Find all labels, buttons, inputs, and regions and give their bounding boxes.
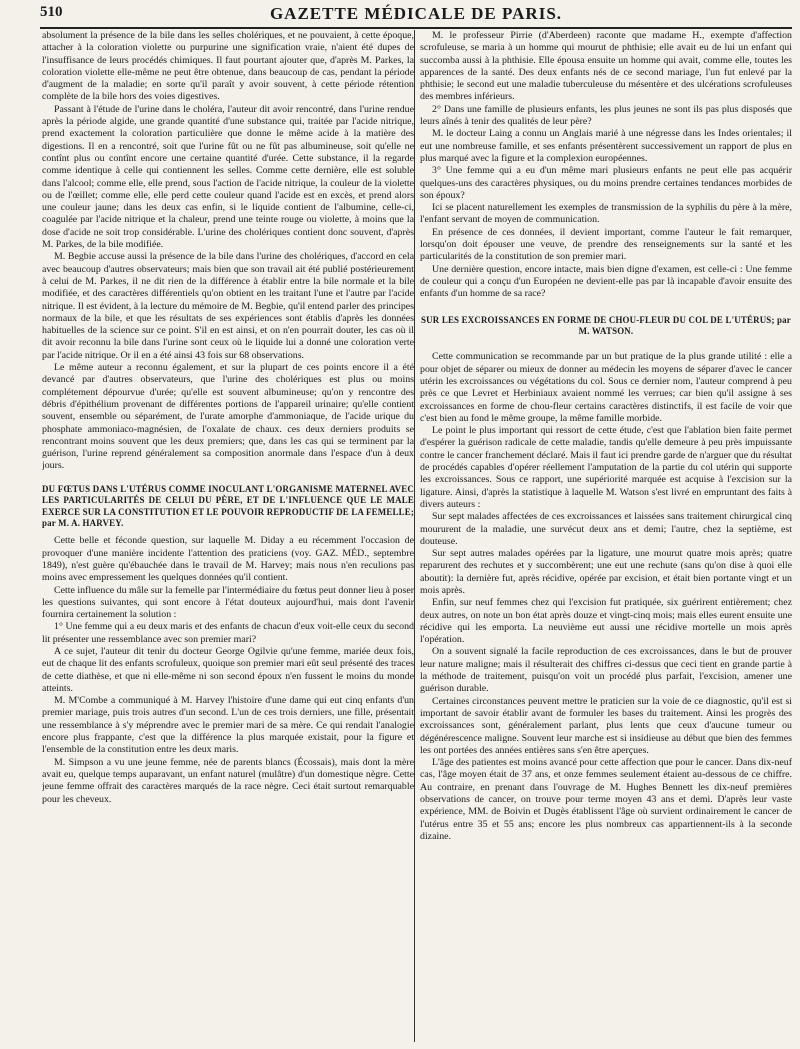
paragraph: Le point le plus important qui ressort de cette étude, c'est que l'ablation bien faite permet d'espérer la guérison radicale de cette maladie, tandis qu'elle demeure à peu près impuissante contre le cancer franchement déclaré. Mais il faut ici prendre garde de n'arguer que du résultat de procédés capables d'opérer réellement l'amputation de la partie du col utérin qui supporte les excroissances. Sous ce rapport, une supériorité marquée est acquise à l'excision sur la ligature. Ainsi, d'après la statistique à laquelle M. Watson s'est livré en empruntant des faits à divers auteurs : [420,425,792,510]
paragraph: L'âge des patientes est moins avancé pour cette affection que pour le cancer. Dans dix-neuf cas, l'âge moyen était de 37 ans, et onze femmes seulement étaient au-dessous de ce chiffre. Au contraire, en prenant dans l'ouvrage de M. Hughes Bennett les dix-neuf premières observations de cancer, on trouve pour terme moyen 43 ans et demi. D'après leur vaste expérience, MM. de Boivin et Dugès établissent l'âge où survient ordinairement le cancer de l'utérus entre 35 et 55 ans; encore les plus nombreux cas appartiennent-ils à la seconde dizaine. [420,757,792,842]
left-column [42,30,414,1045]
column-divider [414,30,415,1042]
paragraph: M. Begbie accuse aussi la présence de la bile dans l'urine des cholériques, d'accord en cela avec beaucoup d'autres observateurs; mais bien que son travail ait été publié postérieurement à celui de M. Parkes, il ne dit rien de la différence à établir entre la bile normale et la bile modifiée, et des caractères différentiels qu'on obtient en les traitant l'une et l'autre par l'acide nitrique. Il est évident, à la lecture du mémoire de M. Begbie, qu'il entend parler des principes normaux de la bile, et que les résultats de ses expériences sont établis d'après les données habituelles de la science sur ce point. S'il en est ainsi, et on n'en pourrait douter, les cas où il dit avoir reconnu la bile dans l'urine sont ceux où le liquide lui a donné une coloration verte par l'acide nitrique. Or il en a été ainsi 43 fois sur 68 observations. [42,251,414,361]
paragraph: M. Simpson a vu une jeune femme, née de parents blancs (Écossais), mais dont la mère avait eu, quelque temps auparavant, un enfant naturel (mulâtre) d'un domestique nègre. Cette jeune femme offrait des caractères marqués de la race nègre. Ceci était surtout remarquable pour les cheveux. [42,756,414,805]
header-rule [40,27,792,29]
page-header [40,4,792,26]
paragraph: M. M'Combe a communiqué à M. Harvey l'histoire d'une dame qui eut cinq enfants d'un premier mariage, puis trois autres d'un second. L'un de ces trois derniers, une fille, présentait une ressemblance à s'y méprendre avec le premier mari de sa mère. Ce qui rendait l'analogie encore plus frappante, c'est que la différence la plus marquée existait, pour la figure et l'ensemble de la constitution entre les deux maris. [42,695,414,756]
paragraph: Enfin, sur neuf femmes chez qui l'excision fut pratiquée, six guérirent entièrement; chez deux autres, on note un bon état après douze et vingt-cinq mois; mais elles eurent ensuite une récidive qui les emporta. La neuvième eut aussi une récidive mortelle un mois après l'opération. [420,597,792,646]
paragraph: absolument la présence de la bile dans les selles cholériques, et ne pouvaient, à cette époque, attacher à la coloration violette ou purpurine une signification vraie, n'aient été dupes de l'insuffisance de leurs procédés chimiques. Il faut pourtant ajouter que, d'après M. Parkes, la coloration violette elle-même ne peut être obtenue, dans beaucoup de cas, pendant la période d'augment de la maladie; en sorte qu'il paraît y avoir souvent, à cette période rétention complète de la bile hors des voies digestives. [42,30,414,103]
right-column [420,30,792,1045]
paragraph: Ici se placent naturellement les exemples de transmission de la syphilis du père à la mère, l'enfant servant de moyen de communication. [420,202,792,226]
paragraph: Cette communication se recommande par un but pratique de la plus grande utilité : elle a pour objet de séparer ou mieux de donner au médecin les moyens de séparer d'avec le cancer utérin les excroissances ou végétations du col. Sous ce dernier nom, l'auteur comprend à peu près ce que Levret et Herbiniaux avaient nommé les verrues; car bien qu'il assigne à ses excroissances en forme de chou-fleur certains caractères distinctifs, il est facile de voir que c'est bien au fond le même groupe, la même famille morbide. [420,351,792,424]
paragraph: Sur sept malades affectées de ces excroissances et laissées sans traitement chirurgical cinq moururent de la maladie, une survécut deux ans et demi; l'autre, chez la septième, est douteuse. [420,511,792,547]
paragraph: Certaines circonstances peuvent mettre le praticien sur la voie de ce diagnostic, qu'il est si important de savoir établir avant de formuler les bases du traitement. Ainsi les progrès des excroissances sont, généralement parlant, plus lents que ceux d'aucune tumeur ou dégénérescence maligne. Souvent leur marche est si insidieuse au début que bien des femmes les ont portées des années entières sans s'en être aperçues. [420,695,792,756]
paragraph: M. le professeur Pirrie (d'Aberdeen) raconte que madame H., exempte d'affection scrofuleuse, se maria à un homme qui mourut de phthisie; elle avait eu de lui un enfant qui succomba aussi à la phthisie. Elle épousa ensuite un homme qui avait, comme elle, toutes les apparences de la santé. Des deux enfants nés de ce second mariage, l'un fut enlevé par la phthisie; le second eut une maladie tuberculeuse du mésentère et des ulcérations scrofuleuses des membres inférieurs. [420,30,792,103]
paragraph: En présence de ces données, il devient important, comme l'auteur le fait remarquer, lorsqu'on doit épouser une veuve, de prendre des renseignements sur la santé et les particularités de la constitution de son premier mari. [420,226,792,263]
page-number: 510 [40,4,63,20]
section-title: SUR LES EXCROISSANCES EN FORME DE CHOU-FLEUR DU COL DE L'UTÉRUS; par M. WATSON. [421,314,791,336]
paragraph: Une dernière question, encore intacte, mais bien digne d'examen, est celle-ci : Une femme de couleur qui a conçu d'un Européen ne devient-elle pas par là incapable d'avoir ensuite des enfants d'un homme de sa race? [420,263,792,300]
paragraph: 3° Une femme qui a eu d'un même mari plusieurs enfants ne peut elle pas acquérir quelques-uns des caractères physiques, ou du moins prendre certaines tendances morbides de son époux? [420,165,792,201]
journal-title: GAZETTE MÉDICALE DE PARIS. [269,4,563,23]
paragraph: Le même auteur a reconnu également, et sur la plupart de ces points encore il a été devancé par d'autres observateurs, que l'urine des cholériques est plus ou moins complétement dépourvue d'urée; qu'elle est souvent albumineuse; qu'on y rencontre des débris d'épithélium provenant de différentes portions de l'appareil urinaire; qu'elle contient souvent, ensemble ou séparément, de l'urate amorphe d'ammoniaque, de l'acide urique du phosphate ammoniaco-magnésien, de l'oxalate de chaux. ces deux derniers produits se rencontrant moins souvent que les deux premiers; que, dans les cas qui se terminent par la guérison, l'urine reprend généralement sa composition anormale dans l'espace d'un à deux jours. [42,362,414,472]
paragraph: M. le docteur Laing a connu un Anglais marié à une négresse dans les Indes orientales; il eut une nombreuse famille, et ses enfants présentèrent successivement un rapport de plus en plus marqué avec la figure et la complexion européennes. [420,128,792,164]
paragraph: Sur sept autres malades opérées par la ligature, une mourut quatre mois après; quatre reparurent des rechutes et y succombèrent; une eut une rechute (sans qu'on dise à quoi elle aboutit): la dernière fut, après récidive, opérée par excision, et était bien portante vingt et un mois après. [420,548,792,596]
paragraph: 2° Dans une famille de plusieurs enfants, les plus jeunes ne sont ils pas plus disposés que leurs aînés à tenir des qualités de leur père? [420,103,792,128]
paragraph: Cette belle et féconde question, sur laquelle M. Diday a eu récemment l'occasion de provoquer d'une manière incidente l'attention des praticiens (voy. GAZ. MÉD., septembre 1849), n'est guère qu'ébauchée dans le travail de M. Harvey; mais nous n'en reculions pas moins avec empressement les quelques données qu'il contient. [42,535,414,584]
paragraph: 1° Une femme qui a eu deux maris et des enfants de chacun d'eux voit-elle ceux du second lit présenter une ressemblance avec son premier mari? [42,621,414,645]
section-title: DU FŒTUS DANS L'UTÉRUS COMME INOCULANT L'ORGANISME MATERNEL AVEC LES PARTICULARITÉS DE CELUI DU PÈRE, ET DE L'INFLUENCE QUE LE MALE EXERCE SUR LA CONSTITUTION ET LE POUVOIR REPRODUCTIF DE LA FEMELLE; par M. A. HARVEY. [42,483,414,528]
paragraph: On a souvent signalé la facile reproduction de ces excroissances, dans le but de prouver leur nature maligne; mais il résulterait des chiffres ci-dessus que ceci tient en grande partie à la méthode de traitement, puisqu'on voit un procédé plus parfait, l'excision, amener une guérison durable. [420,646,792,695]
paragraph: A ce sujet, l'auteur dit tenir du docteur George Ogilvie qu'une femme, mariée deux fois, eut de chaque lit des enfants scrofuleux, quoique son premier mari eût seul présenté des traces de cette diathèse, et que ni elle-même ni son second époux n'en fussent le moins du monde atteints. [42,645,414,694]
paragraph: Passant à l'étude de l'urine dans le choléra, l'auteur dit avoir rencontré, dans l'urine rendue après la période algide, une grande quantité d'une substance qui, traitée par l'acide nitrique, prend exactement la coloration particulière que donne le même acide à la matière des digestions. Il en a rencontré, soit que l'urine fût ou ne fût pas albumineuse, soit qu'elle ne contînt plus ou contînt encore une certaine quantité d'urée. Cette substance, il la regarde comme identique à celle qui contiennent les selles. Comme cette dernière, elle est soluble dans l'alcool; comme elle, elle prend, sous l'action de l'acide nitrique, la couleur de la violette ou de l'œillet; comme elle, elle perd cette couleur quand l'acide est en excès, et prend alors une couleur jaune; dans les deux cas enfin, si le liquide contient de l'albumine, celle-ci, coagulée par l'acide nitrique et la chaleur, prend une teinte rouge ou violette, à moins que la dose d'acide ne soit trop considérable. L'urine des cholériques contient donc souvent, d'après M. Parkes, de la bile modifiée. [42,103,414,251]
paragraph: Cette influence du mâle sur la femelle par l'intermédiaire du fœtus peut donner lieu à poser les questions suivantes, qui sont encore à l'état douteux aujourd'hui, mais dont l'avenir fournira certainement la solution : [42,584,414,621]
